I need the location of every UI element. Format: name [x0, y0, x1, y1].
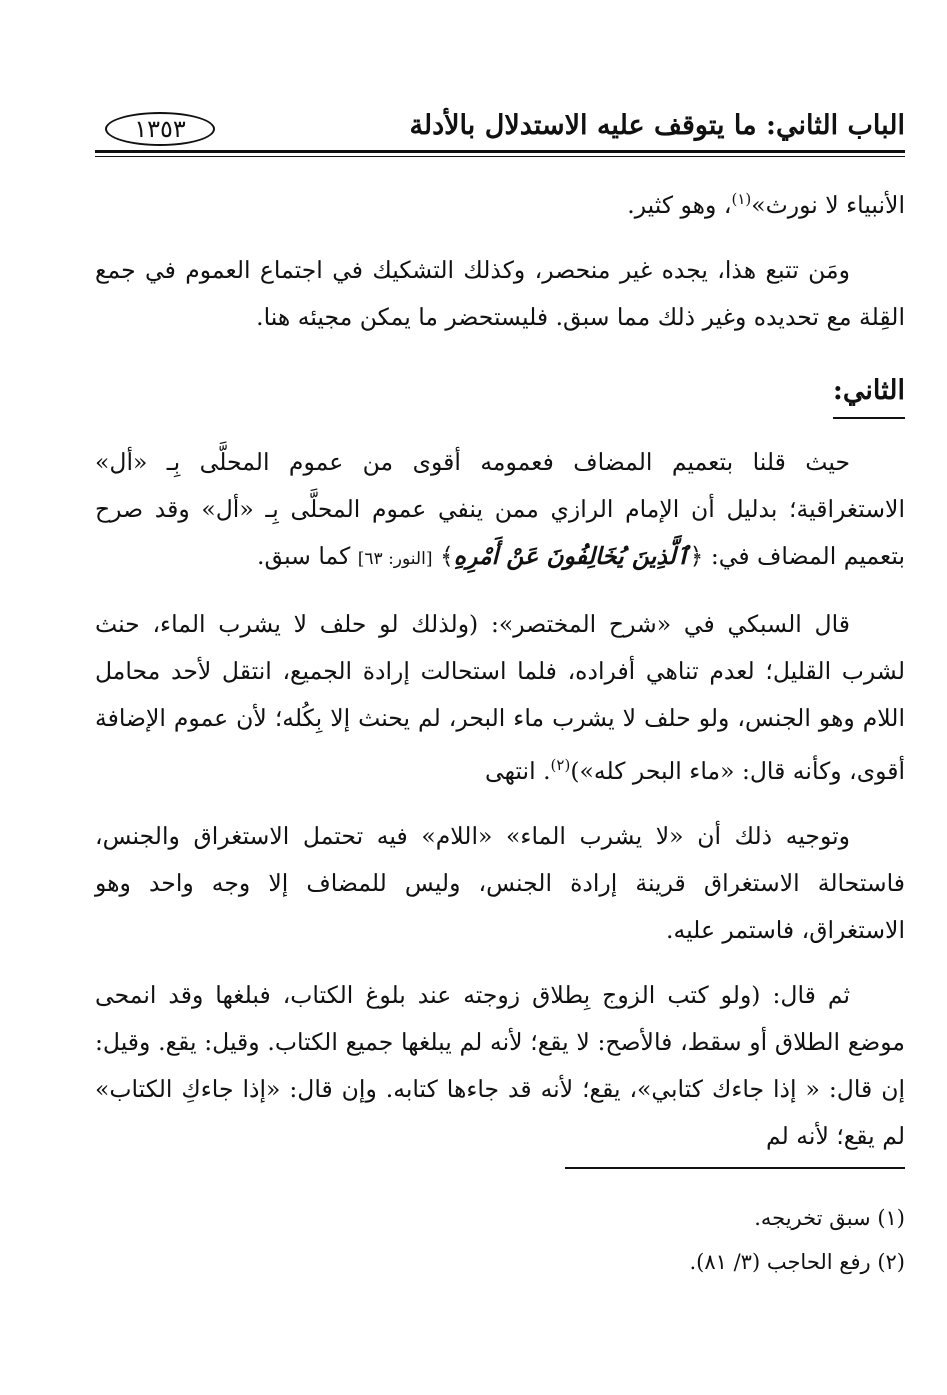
paragraph-5: وتوجيه ذلك أن «لا يشرب الماء» «اللام» فيه تحتمل الاستغراق والجنس، فاستحالة الاستغراق قرينة إرادة الجنس، وليس للمضاف إلا وجه واحد وهو الاستغراق، فاستمر عليه. — [95, 821, 905, 944]
paragraph-4 — [95, 601, 905, 795]
verse-reference: [النور: ٦٣] — [357, 548, 433, 569]
section-heading: الثاني: — [833, 367, 905, 419]
paragraph-1-tail: ، وهو كثير. — [627, 190, 732, 219]
footnote-2: (٢) رفع الحاجب (٣/ ٨١). — [689, 1250, 905, 1274]
paragraph-6: ثم قال: (ولو كتب الزوج بِطلاق زوجته عند بلوغ الكتاب، فبلغها وقد انمحى موضع الطلاق أو سقط، فالأصح: لا يقع؛ لأنه لم يبلغها جميع الكتاب. وقيل: يقع. وقيل: إن قال: « إذا جاءك كتابي»، يقع؛ لأنه قد جاءها كتابه. وإن قال: «إذا جاءكِ الكتاب» لم يقع؛ لأنه لم — [95, 980, 905, 1150]
page-header — [95, 100, 905, 144]
paragraph-1-text: الأنبياء لا نورث» — [751, 190, 905, 219]
page-number: ١٣٥٣ — [134, 115, 186, 143]
paragraph-3-tail: كما سبق. — [257, 541, 351, 570]
paragraph-3-text: حيث قلنا بتعميم المضاف فعمومه أقوى من عموم المحلَّى بِـ «أل» الاستغراقية؛ بدليل أن الإمام الرازي ممن ينفي عموم المحلَّى بِـ «أل» وقد صرح بتعميم المضاف في: ﴿ — [95, 447, 905, 570]
page-number-badge — [105, 112, 215, 146]
section-heading-wrapper — [95, 359, 905, 439]
footnote-1: (١) سبق تخريجه. — [754, 1206, 905, 1230]
header-rule — [95, 150, 905, 153]
paragraph-3 — [95, 439, 905, 583]
main-text — [95, 176, 905, 1178]
quran-verse: ٱلَّذِينَ يُخَالِفُونَ عَنْ أَمْرِهِ — [453, 541, 690, 570]
footnote-ref-1[interactable]: (١) — [731, 190, 752, 208]
footnote-ref-2[interactable]: (٢) — [550, 755, 571, 774]
paragraph-2: ومَن تتبع هذا، يجده غير منحصر، وكذلك التشكيك في اجتماع العموم في جمع القِلة مع تحديده وغير ذلك مما سبق. فليستحضر ما يمكن مجيئه هنا. — [95, 255, 905, 331]
footnote-rule — [565, 1167, 905, 1169]
quran-bracket-close: ﴾ — [439, 541, 454, 570]
paragraph-4-text: قال السبكي في «شرح المختصر»: (ولذلك لو حلف لا يشرب الماء، حنث لشرب القليل؛ لعدم تناهي أفراده، فلما استحالت إرادة الجميع، انتقل لأحد محامل اللام وهو الجنس، ولو حلف لا يشرب ماء البحر، لم يحنث إلا بِكُله؛ لأن عموم الإضافة أقوى، وكأنه قال: «ماء البحر كله») — [95, 609, 905, 785]
footnotes — [95, 1196, 905, 1284]
paragraph-1 — [95, 176, 905, 229]
header-rule-thin — [95, 156, 905, 157]
paragraph-4-tail: . انتهى — [485, 756, 551, 785]
running-title: الباب الثاني: ما يتوقف عليه الاستدلال بالأدلة — [409, 110, 905, 141]
